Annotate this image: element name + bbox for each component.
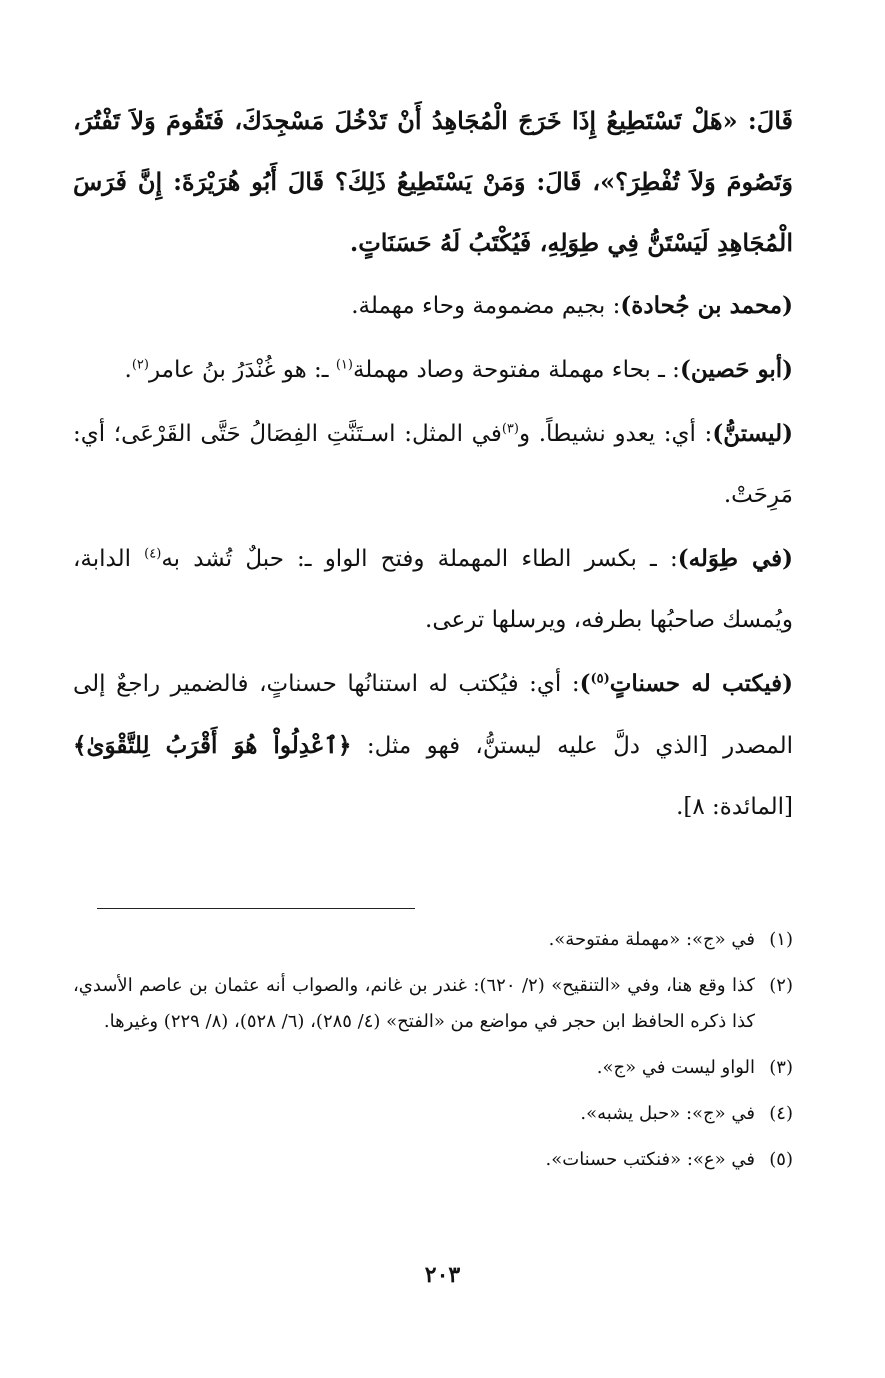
quran-verse: ﴿ٱعْدِلُواْ هُوَ أَقْرَبُ لِلتَّقْوَىٰ﴾ [73, 732, 352, 759]
term: (محمد بن جُحادة) [620, 292, 793, 319]
main-text [73, 90, 793, 840]
footnote-divider [97, 908, 415, 909]
term-text: (فيكتب له حسناتٍ [609, 670, 794, 697]
commentary-text: : أي: فيُكتب له استنانُها حسناتٍ، فالضمير راجعٌ إلى المصدر [الذي دلَّ عليه ليستنُّ، فهو مثل: [73, 671, 793, 759]
footnote-text: في «ج»: «حبل يشبه». [580, 1103, 755, 1124]
footnote-text: الواو ليست في «ج». [596, 1057, 755, 1078]
footnote-number: (٢) [769, 975, 793, 996]
footnote-ref[interactable]: (٤) [144, 546, 162, 562]
footnote [73, 1050, 793, 1086]
term [580, 670, 793, 697]
commentary-hasanat [73, 653, 793, 838]
footnote-ref[interactable]: (٥) [590, 671, 610, 687]
commentary-text: في المثل: اسـتَنَّتِ الفِصَالُ حَتَّى القَرْعَى؛ أي: مَرِحَتْ. [73, 421, 793, 508]
footnote-number: (٥) [769, 1149, 793, 1170]
footnote-number: (١) [769, 929, 793, 950]
footnote-number: (٣) [769, 1057, 793, 1078]
commentary-abu-hasin [73, 339, 793, 401]
footnote-ref[interactable]: (٣) [501, 421, 519, 437]
footnote-ref[interactable]: (١) [335, 357, 353, 373]
commentary-text: الدابة، ويُمسك صاحبُها بطرفه، ويرسلها ترعى. [73, 546, 793, 633]
commentary-text: : أي: يعدو نشيطاً. و [518, 421, 713, 447]
term: (أبو حَصين) [679, 356, 793, 383]
hadith-text: قَالَ: «هَلْ تَسْتَطِيعُ إِذَا خَرَجَ الْمُجَاهِدُ أَنْ تَدْخُلَ مَسْجِدَكَ، فَتَقُومَ وَلاَ تَفْتُرَ، وَتَصُومَ وَلاَ تُفْطِرَ؟»، قَالَ: وَمَنْ يَسْتَطِيعُ ذَلِكَ؟ قَالَ أَبُو هُرَيْرَةَ: إِنَّ فَرَسَ الْمُجَاهِدِ لَيَسْتَنُّ فِي طِوَلِهِ، فَيُكْتَبُ لَهُ حَسَنَاتٍ. [73, 106, 793, 257]
term-end: ) [579, 670, 591, 697]
footnote-text: في «ج»: «مهملة مفتوحة». [548, 929, 755, 950]
page-number: ٢٠٣ [424, 1262, 461, 1288]
commentary-text: . [676, 794, 684, 820]
footnote [73, 1142, 793, 1178]
commentary-jahada [73, 275, 793, 337]
term: (في طِوَله) [677, 545, 794, 572]
commentary-yastannu [73, 403, 793, 526]
commentary-text: . [124, 357, 132, 383]
footnote [73, 1096, 793, 1132]
verse-reference: [المائدة: ٨] [683, 794, 793, 820]
footnote-ref[interactable]: (٢) [131, 357, 149, 373]
commentary-text: : ـ بحاء مهملة مفتوحة وصاد مهملة [352, 357, 680, 383]
footnotes [73, 922, 793, 1188]
commentary-text: : بجيم مضمومة وحاء مهملة. [351, 293, 621, 319]
commentary-text: ـ: هو غُنْدَرُ بنُ عامر [148, 357, 336, 383]
footnote [73, 922, 793, 958]
term: (ليستنُّ) [712, 420, 793, 447]
footnote-text: كذا وقع هنا، وفي «التنقيح» (٢/ ٦٢٠): غندر بن غانم، والصواب أنه عثمان بن عاصم الأسدي، كذا ذكره الحافظ ابن حجر في مواضع من «الفتح» (٤/ ٢٨٥)، (٦/ ٥٢٨)، (٨/ ٢٢٩) وغيرها. [73, 975, 755, 1032]
footnote-text: في «ع»: «فنكتب حسنات». [545, 1149, 755, 1170]
commentary-text: : ـ بكسر الطاء المهملة وفتح الواو ـ: حبلٌ تُشد به [161, 546, 678, 572]
commentary-tiwalih [73, 528, 793, 651]
footnote-number: (٤) [769, 1103, 793, 1124]
footnote [73, 968, 793, 1040]
